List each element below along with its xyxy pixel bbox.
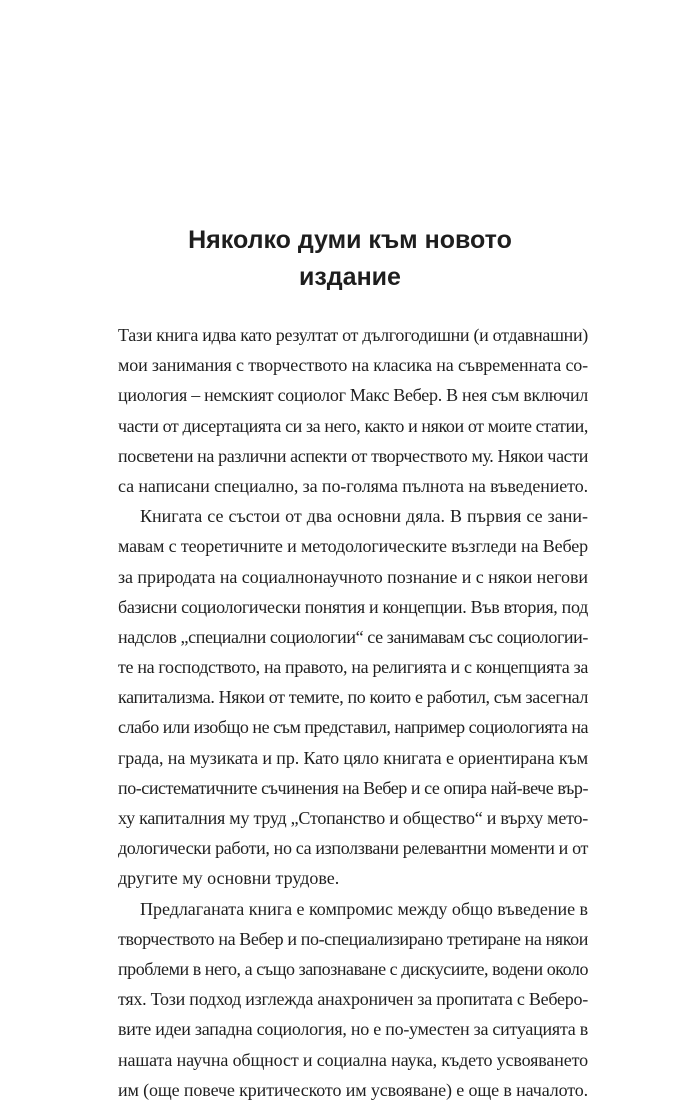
text-line: слабо или изобщо не съм представил, например социологията на [118,717,588,738]
text-line: творчеството на Вебер и по-специализирано третиране на някои [118,928,588,949]
text-line: проблеми в него, а също запознаване с дискусиите, водени около [118,958,588,979]
text-line: мавам с теоретичните и методологическите възгледи на Вебер [118,536,588,557]
text-line: части от дисертацията си за него, както и някои от моите статии, [118,415,588,436]
text-line: за природата на социалнонаучното познание и с някои негови [118,566,588,587]
text-line: другите му основни трудове. [118,868,340,889]
body-text [118,320,588,1105]
text-line: надслов „специални социологии“ се занимавам със социологии- [118,626,588,647]
text-line: Книгата се състои от два основни дяла. В първия се зани- [140,506,588,527]
text-line: Тази книга идва като резултат от дългогодишни (и отдавнашни) [118,325,588,345]
text-line: им (още повече критическото им усвояване) е още в началото. [118,1079,588,1100]
text-line: капитализма. Някои от темите, по които е работил, съм засегнал [118,687,588,708]
text-line: мои занимания с творчеството на класика на съвременната со- [118,355,588,376]
text-line: Предлаганата книга е компромис между общо въведение в [140,898,588,919]
page-title [0,222,700,296]
text-line: тях. Този подход изглежда анахроничен за пропитата с Веберо- [118,989,588,1010]
title-line-1: Няколко думи към новото [188,226,512,254]
text-line: по-систематичните съчинения на Вебер и се опира най-вече вър- [118,777,588,798]
text-line: града, на музиката и пр. Като цяло книгата е ориентирана към [118,747,588,768]
text-line: базисни социологически понятия и концепции. Във втория, под [118,596,588,617]
text-line: ху капиталния му труд „Стопанство и общество“ и върху мето- [118,808,588,828]
text-line: циология – немският социолог Макс Вебер. В нея съм включил [118,385,588,406]
title-line-2: издание [299,263,401,291]
text-line: нашата научна общност и социална наука, където усвояването [118,1049,588,1070]
text-line: вите идеи западна социология, но е по-уместен за ситуацията в [118,1019,588,1040]
text-line: дологически работи, но са използвани релевантни моменти и от [118,838,589,859]
text-line: те на господството, на правото, на религията и с концепцията за [118,657,588,678]
text-line: посветени на различни аспекти от творчеството му. Някои части [118,445,589,466]
text-line: са написани специално, за по-голяма пълнота на въведението. [118,475,588,496]
